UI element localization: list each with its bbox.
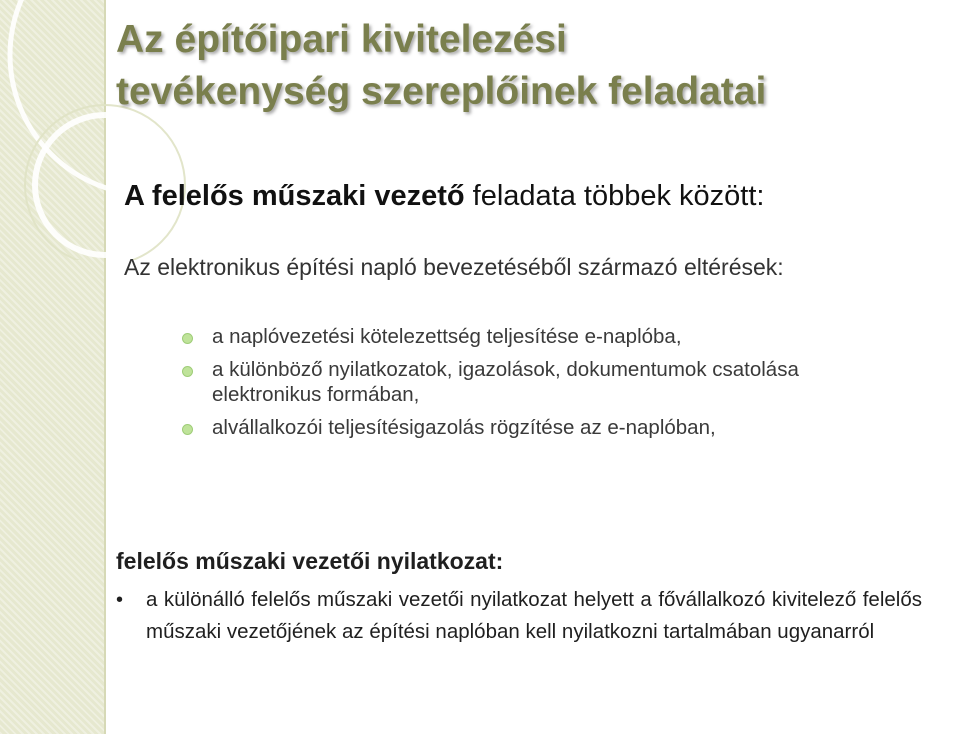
list-item-text: a naplóvezetési kötelezettség teljesítése e-naplóba, [212,325,682,348]
lead-heading-rest: feladata többek között: [464,180,765,212]
slide-title-line1: Az építőipari kivitelezési [116,18,567,61]
slide-title-line2: tevékenység szereplőinek feladatai [116,70,767,113]
bullet-dot-icon [182,333,193,344]
slide-title [116,14,946,118]
bullet-icon: • [116,589,124,611]
difference-list [180,324,900,448]
list-item-text: alvállalkozói teljesítésigazolás rögzítése az e-naplóban, [212,416,716,439]
intro-text: Az elektronikus építési napló bevezetéséből származó eltérések: [124,254,784,280]
list-item-text: a különböző nyilatkozatok, igazolások, dokumentumok csatolása elektronikus formában, [212,358,799,406]
list-item [180,324,900,349]
lead-heading-bold: A felelős műszaki vezető [124,180,465,212]
list-item [180,415,900,440]
bullet-dot-icon [182,424,193,435]
declaration-text: a különálló felelős műszaki vezetői nyilatkozat helyett a fővállalkozó kivitelező felelős műszaki vezetőjének az építési naplóban kell nyilatkozni tartalmában ugyanarról [146,588,922,643]
declaration-heading: felelős műszaki vezetői nyilatkozat: [116,548,504,574]
declaration-block [116,584,922,648]
list-item [180,357,900,407]
bullet-dot-icon [182,366,193,377]
lead-heading [124,178,764,214]
